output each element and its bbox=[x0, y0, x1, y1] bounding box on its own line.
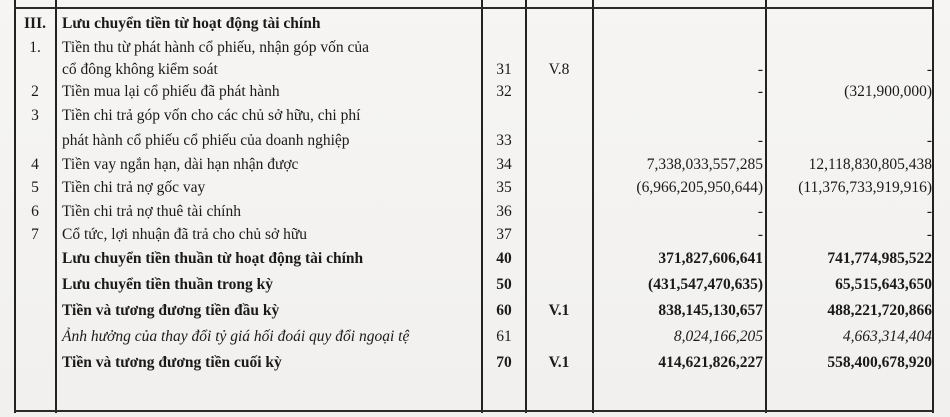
row-note: V.1 bbox=[548, 302, 570, 319]
row-previous-year: 488,221,720,866 bbox=[827, 302, 932, 319]
table-row bbox=[0, 202, 950, 224]
row-description: Lưu chuyển tiền thuần trong kỳ bbox=[62, 276, 273, 293]
row-description: Tiền chi trả nợ gốc vay bbox=[62, 179, 206, 196]
row-code: 60 bbox=[496, 302, 512, 319]
table-row bbox=[0, 60, 950, 82]
row-description: Tiền và tương đương tiền đầu kỳ bbox=[62, 302, 280, 319]
row-code: 34 bbox=[496, 156, 512, 173]
row-current-year: - bbox=[757, 203, 763, 220]
section-title: Lưu chuyển tiền từ hoạt động tài chính bbox=[62, 15, 321, 32]
row-previous-year: 4,663,314,404 bbox=[842, 328, 932, 345]
table-row bbox=[0, 178, 950, 200]
section-number: III. bbox=[24, 15, 46, 32]
row-current-year: 8,024,166,205 bbox=[673, 328, 763, 345]
row-note: V.8 bbox=[548, 61, 570, 78]
table-row-subtotal bbox=[0, 249, 950, 271]
row-current-year: - bbox=[757, 83, 763, 100]
row-previous-year: 12,118,830,805,438 bbox=[808, 156, 932, 173]
section-header-row bbox=[0, 14, 950, 36]
row-previous-year: 741,774,985,522 bbox=[827, 250, 932, 267]
row-code: 40 bbox=[496, 250, 512, 267]
table-row bbox=[0, 82, 950, 104]
row-code: 61 bbox=[496, 328, 512, 345]
row-code: 37 bbox=[496, 226, 512, 243]
row-number: 4 bbox=[31, 156, 39, 173]
row-description: Tiền vay ngắn hạn, dài hạn nhận được bbox=[62, 156, 299, 173]
row-code: 70 bbox=[496, 354, 512, 371]
row-previous-year: (321,900,000) bbox=[844, 83, 932, 100]
row-code: 35 bbox=[496, 179, 512, 196]
row-description: Tiền chi trả góp vốn cho các chủ sở hữu, chi phí bbox=[62, 107, 361, 124]
row-number: 6 bbox=[31, 203, 39, 220]
row-current-year: 7,338,033,557,285 bbox=[646, 156, 763, 173]
row-previous-year: - bbox=[926, 203, 932, 220]
row-current-year: - bbox=[757, 61, 763, 78]
row-current-year: (431,547,470,635) bbox=[648, 276, 763, 293]
row-description: cổ đông không kiểm soát bbox=[62, 61, 218, 78]
table-row bbox=[0, 225, 950, 247]
row-current-year: (6,966,205,950,644) bbox=[636, 179, 763, 196]
row-note: V.1 bbox=[548, 354, 570, 371]
row-description: phát hành cổ phiếu cổ phiếu của doanh nghiệp bbox=[62, 132, 350, 149]
row-description: Tiền và tương đương tiền cuối kỳ bbox=[62, 354, 282, 371]
row-description: Lưu chuyển tiền thuần từ hoạt động tài chính bbox=[62, 250, 364, 267]
table-row bbox=[0, 155, 950, 177]
row-number: 2 bbox=[31, 83, 39, 100]
row-current-year: 414,621,826,227 bbox=[658, 354, 763, 371]
row-code: 31 bbox=[496, 61, 512, 78]
row-number: 7 bbox=[31, 226, 39, 243]
table-row bbox=[0, 131, 950, 153]
row-code: 50 bbox=[496, 276, 512, 293]
row-previous-year: (11,376,733,919,916) bbox=[798, 179, 932, 196]
row-code: 32 bbox=[496, 83, 512, 100]
row-current-year: - bbox=[757, 226, 763, 243]
row-code: 33 bbox=[496, 132, 512, 149]
row-current-year: 838,145,130,657 bbox=[658, 302, 763, 319]
table-row-total bbox=[0, 353, 950, 375]
row-previous-year: - bbox=[926, 132, 932, 149]
row-previous-year: 65,515,643,650 bbox=[835, 276, 932, 293]
table-row bbox=[0, 38, 950, 60]
row-description: Tiền thu từ phát hành cổ phiếu, nhận góp vốn của bbox=[62, 39, 370, 56]
table-header-bottom-border bbox=[14, 7, 934, 9]
row-number: 3 bbox=[31, 107, 39, 124]
table-row-subtotal bbox=[0, 301, 950, 323]
row-description: Tiền mua lại cổ phiếu đã phát hành bbox=[62, 83, 280, 100]
row-code: 36 bbox=[496, 203, 512, 220]
table-row-subtotal bbox=[0, 275, 950, 297]
table-bottom-border bbox=[14, 410, 934, 412]
row-previous-year: - bbox=[926, 61, 932, 78]
table-row bbox=[0, 327, 950, 349]
row-current-year: 371,827,606,641 bbox=[658, 250, 763, 267]
row-number: 1. bbox=[29, 39, 41, 56]
row-number: 5 bbox=[31, 179, 39, 196]
row-description: Tiền chi trả nợ thuê tài chính bbox=[62, 203, 241, 220]
row-previous-year: 558,400,678,920 bbox=[827, 354, 932, 371]
row-current-year: - bbox=[757, 132, 763, 149]
row-description: Cổ tức, lợi nhuận đã trả cho chủ sở hữu bbox=[62, 226, 307, 243]
row-previous-year: - bbox=[926, 226, 932, 243]
row-description: Ảnh hưởng của thay đổi tỷ giá hối đoái quy đổi ngoại tệ bbox=[62, 328, 410, 345]
table-row bbox=[0, 106, 950, 128]
